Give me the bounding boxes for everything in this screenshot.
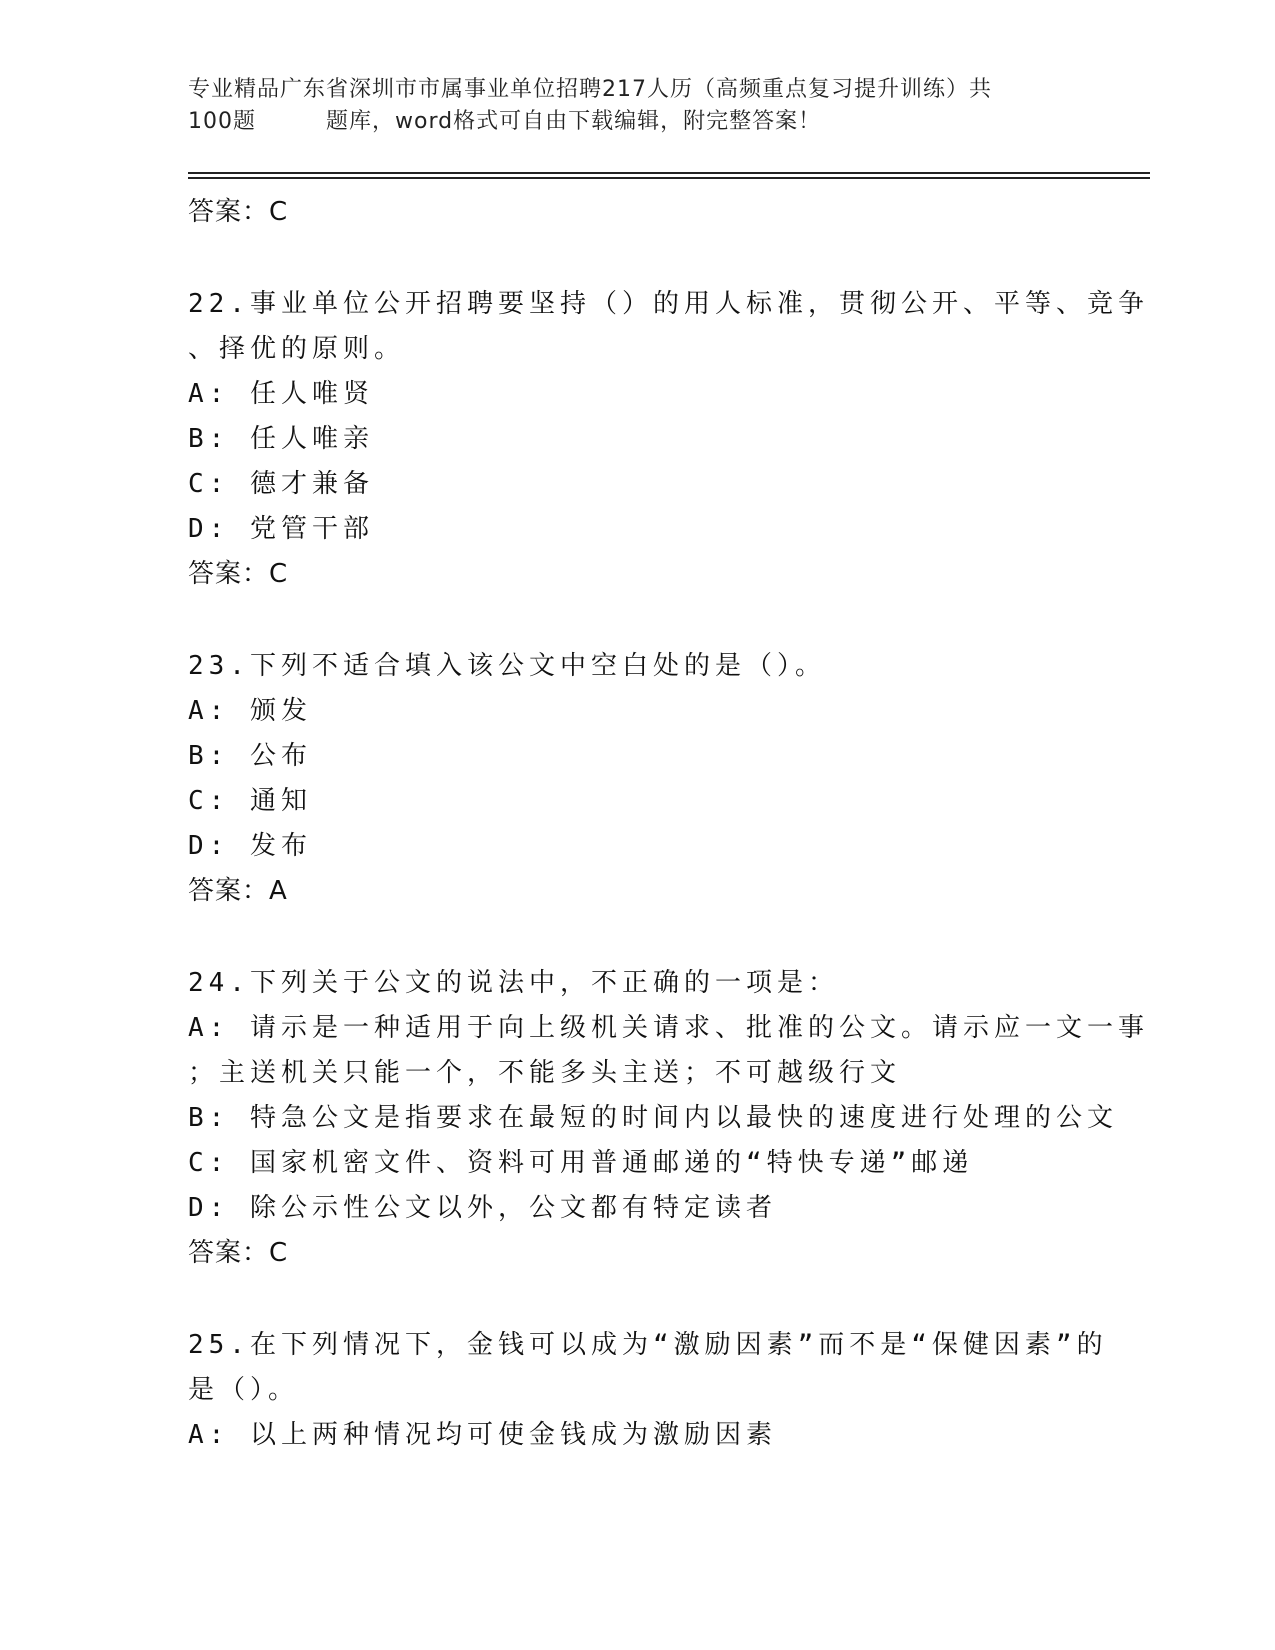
question-stem: 、择优的原则。	[188, 334, 406, 364]
question-stem: 25.在下列情况下，金钱可以成为“激励因素”而不是“保健因素”的	[188, 1330, 1108, 1360]
option-c: C: 国家机密文件、资料可用普通邮递的“特快专递”邮递	[188, 1148, 974, 1178]
option-a: A: 任人唯贤	[188, 379, 374, 409]
option-d: D: 除公示性公文以外，公文都有特定读者	[188, 1193, 777, 1223]
option-a: A: 以上两种情况均可使金钱成为激励因素	[188, 1420, 777, 1450]
question-25	[188, 1323, 1108, 1458]
option-d: D: 党管干部	[188, 514, 374, 544]
header-rule-top	[188, 172, 1150, 174]
option-b: B: 公布	[188, 741, 312, 771]
question-23	[188, 644, 1088, 914]
answer-line: 答案：A	[188, 876, 288, 906]
option-a-continued: ；主送机关只能一个，不能多头主送；不可越级行文	[188, 1058, 902, 1088]
question-22	[188, 282, 1149, 597]
question-stem: 22.事业单位公开招聘要坚持（）的用人标准，贯彻公开、平等、竞争	[188, 289, 1149, 319]
option-b: B: 特急公文是指要求在最短的时间内以最快的速度进行处理的公文	[188, 1103, 1118, 1133]
header-rule-bottom	[188, 177, 1150, 179]
header-desc: 题库，word格式可自由下载编辑，附完整答案！	[326, 109, 822, 134]
header-line-1: 专业精品广东省深圳市市属事业单位招聘217人历（高频重点复习提升训练）共	[188, 77, 992, 102]
option-a: A: 颁发	[188, 696, 312, 726]
option-d: D: 发布	[188, 831, 312, 861]
question-stem: 23.下列不适合填入该公文中空白处的是（）。	[188, 651, 826, 681]
option-b: B: 任人唯亲	[188, 424, 374, 454]
question-24	[188, 961, 1149, 1276]
option-c: C: 通知	[188, 786, 312, 816]
header-count: 100题	[188, 109, 256, 134]
question-stem: 24.下列关于公文的说法中，不正确的一项是：	[188, 968, 839, 998]
option-c: C: 德才兼备	[188, 469, 374, 499]
question-stem: 是（）。	[188, 1375, 300, 1405]
answer-line: 答案：C	[188, 1238, 289, 1268]
answer-line: 答案：C	[188, 197, 289, 227]
question-list	[188, 190, 1149, 1458]
answer-line: 答案：C	[188, 559, 289, 589]
document-header	[188, 74, 1088, 138]
option-a: A: 请示是一种适用于向上级机关请求、批准的公文。请示应一文一事	[188, 1013, 1149, 1043]
header-line-2	[188, 106, 1088, 138]
